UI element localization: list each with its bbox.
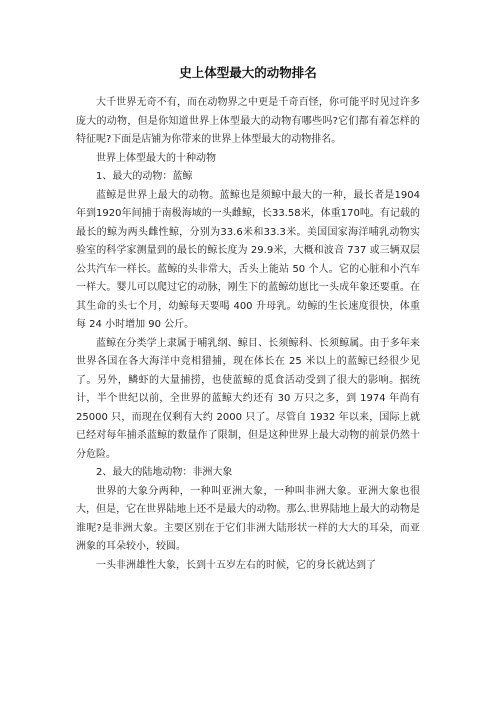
document-body	[76, 94, 420, 575]
paragraph-elephant-size: 一头非洲雄性大象，长到十五岁左右的时候，它的身长就达到了	[96, 559, 376, 571]
paragraph-elephant-types: 世界的大象分两种，一种叫亚洲大象，一种叫非洲大象。亚洲大象也很大，但是，它在世界陆地上还不是最大的动物。那么.世界陆地上最大的动物是谁呢?是非洲大象。主要区别在于它们非洲大陆形状一样的大大的耳朵，而亚洲象的耳朵较小，较圆。	[76, 485, 420, 552]
section-heading-top-ten: 世界上体型最大的十种动物	[96, 152, 216, 164]
paragraph-blue-whale-size: 蓝鲸是世界上最大的动物。蓝鲸也是须鲸中最大的一种，最长者是1904年到1920年间捕于南极海域的一头雌鲸，长33.58米，体重170吨。有记载的最长的鲸为两头雌性鲸，分别为33.6米和33.3米。美国国家海洋哺乳动物实验室的科学家测量到的最长的鲸长度为 29.9米，大概和波音 737 或三辆双层公共汽车一样长。蓝鲸的头非常大，舌头上能站 50 个人。它的心脏和小汽车一样大。婴儿可以爬过它的动脉，刚生下的蓝鲸幼崽比一头成年象还要重。在其生命的头七个月，幼鲸每天要喝 400 升母乳。幼鲸的生长速度很快，体重每 24 小时增加 90 公斤。	[76, 189, 420, 330]
paragraph-intro: 大千世界无奇不有，而在动物界之中更是千奇百怪，你可能平时见过许多庞大的动物，但是你知道世界上体型最大的动物有哪些吗?它们都有着怎样的特征呢?下面是店铺为你带来的世界上体型最大的动物排名。	[76, 97, 420, 145]
paragraph-blue-whale-taxonomy: 蓝鲸在分类学上隶属于哺乳纲、鲸目、长须鲸科、长须鲸属。由于多年来世界各国在各大海洋中竞相猎捕，现在体长在 25 米以上的蓝鲸已经很少见了。另外，鳞虾的大量捕捞，也使蓝鲸的觅食活动受到了很大的影响。据统计，半个世纪以前，全世界的蓝鲸大约还有 30 万只之多，到 1974 年尚有 25000 只，而现在仅剩有大约 2000 只了。尽管自 1932 年以来，国际上就已经对每年捕杀蓝鲸的数量作了限制，但是这种世界上最大动物的前景仍然十分危险。	[76, 337, 420, 460]
section-heading-african-elephant: 2、最大的陆地动物：非洲大象	[96, 467, 233, 478]
section-heading-blue-whale: 1、最大的动物：蓝鲸	[96, 171, 193, 182]
document-title: 史上体型最大的动物排名	[179, 65, 317, 80]
